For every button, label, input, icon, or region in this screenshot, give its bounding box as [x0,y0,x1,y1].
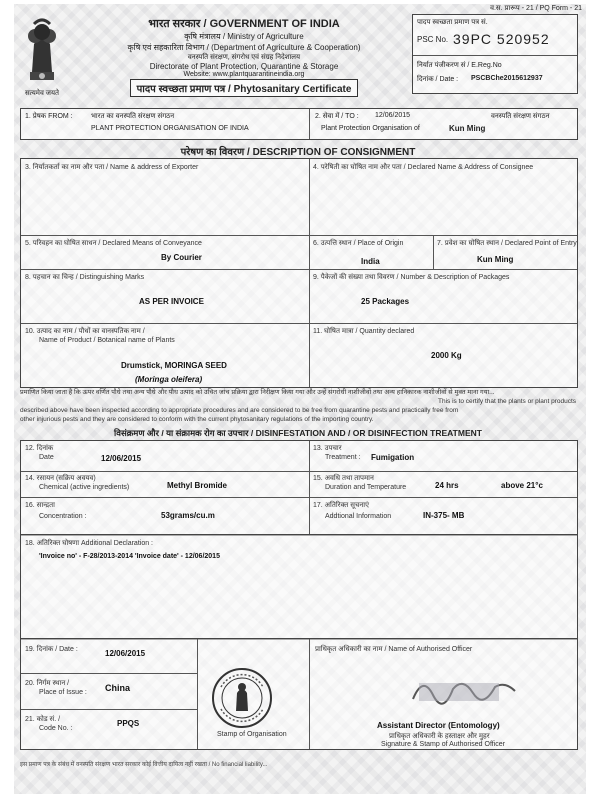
additional-info-label: 17. अतिरिक्त सूचनाएं [313,502,369,509]
from-value: PLANT PROTECTION ORGANISATION OF INDIA [91,125,249,132]
duration-label: 15. अवधि तथा तापमान [313,475,374,482]
treatment-type-value: Fumigation [371,453,415,462]
date-label: दिनांक / Date : [417,76,459,83]
origin-value: India [361,257,380,266]
conveyance-value: By Courier [161,253,202,262]
gov-title-hi: भारत सरकार / [148,18,207,30]
treatment-date-label-en: Date [39,454,54,461]
issue-date-label: 19. दिनांक / Date : [25,646,78,653]
code-value: PPQS [117,719,140,728]
certification-en-2: described above have been inspected according to appropriate procedures and are considered to be free from quarantine pests and practically free from [20,407,459,414]
place-of-issue-label-en: Place of Issue : [39,689,87,696]
marks-value: AS PER INVOICE [139,297,204,306]
concentration-label-en: Concentration : [39,513,87,520]
chemical-label: 14. रसायन (सक्रिय अवयव) [25,475,96,482]
date-value: PSCBChe2015612937 [471,75,543,82]
additional-info-label-en: Addtional Information [325,513,392,520]
from-hi: भारत का वनस्पति संरक्षण संगठन [91,113,175,120]
quantity-label: 11. घोषित मात्रा / Quantity declared [313,328,415,335]
marks-label: 8. पहचान का चिन्ह / Distinguishing Marks [25,274,145,281]
officer-signature [409,669,519,709]
directorate-hi: वनस्पति संरक्षण, संगरोध एवं संग्रह निदेशालय [187,54,301,61]
issue-date-value: 12/06/2015 [105,649,146,658]
certification-en-3: other injurious pests and they are considered to conform with the current phytosanitary regulations of the importing country. [20,416,374,423]
code-label: 21. कोड सं. / [25,716,61,723]
certification-hi: प्रमाणित किया जाता है कि ऊपर वर्णित पौधे तथा अन्य पौधे और पौध उत्पाद को उचित जांच प्रक्रिया द्वारा निरीक्षण किया गया और उन्हें संगरोधी नाशीजीवों तथा अन्य हानिकारक नाशीजीवों से मुक्त माना गया... [20,389,495,396]
additional-declaration-label: 18. अतिरिक्त घोषणा Additional Declaration : [25,540,153,547]
directorate-en: Directorate of Plant Protection, Quarantine & Storage [149,62,339,71]
product-label-en: Name of Product / Botanical name of Plants [39,337,175,344]
certificate-title: पादप स्वच्छता प्रमाण पत्र / Phytosanitary Certificate [130,79,359,97]
organisation-stamp [211,667,273,729]
packages-value: 25 Packages [361,297,410,306]
to-org: Plant Protection Organisation of [321,125,420,132]
to-hi: वनस्पति संरक्षण संगठन [491,113,550,120]
place-of-issue-value: China [105,683,131,693]
origin-label: 6. उत्पत्ति स्थान / Place of Origin [313,240,404,247]
treatment-date-label: 12. दिनांक [25,445,54,452]
to-date: 12/06/2015 [375,112,411,119]
consignment-table [20,158,578,388]
product-label: 10. उत्पाद का नाम / पौधों का वानस्पतिक नाम / [25,328,145,335]
concentration-value: 53grams/cu.m [161,511,215,520]
to-value: Kun Ming [449,124,486,133]
code-label-en: Code No. : [39,725,73,732]
treatment-table [20,440,578,536]
chemical-label-en: Chemical (active ingredients) [39,484,130,491]
product-value: Drumstick, MORINGA SEED [121,361,227,370]
psc-box [412,14,578,94]
concentration-label: 16. सान्द्रता [25,502,55,509]
header-titles [84,16,404,97]
consignee-label: 4. परेषिती का घोषित नाम और पता / Declared Name & Address of Consignee [313,164,534,171]
psc-label-hi: पादप स्वच्छता प्रमाण पत्र सं. [417,19,488,26]
consignment-heading: परेषण का विवरण / DESCRIPTION OF CONSIGNMENT [180,147,416,158]
officer-name-label: प्राधिकृत अधिकारी का नाम / Name of Authorised Officer [315,646,473,653]
emblem-caption: सत्यमेव जयते [24,90,60,97]
psc-label: PSC No. [417,35,449,44]
signature-label-en: Signature & Stamp of Authorised Officer [381,741,505,748]
additional-info-value: IN-375- MB [423,511,465,520]
stamp-label: Stamp of Organisation [217,731,287,738]
department-line: कृषि एवं सहकारिता विभाग / (Department of Agriculture & Cooperation) [127,43,361,52]
additional-declaration-value: 'Invoice no' - F-28/2013-2014 'Invoice date' - 12/06/2015 [39,553,220,560]
signature-label-hi: प्राधिकृत अधिकारी के हस्ताक्षर और मुहर [389,733,490,740]
treatment-type-label-en: Treatment : [325,454,361,461]
psc-number: 39PC 520952 [453,31,550,47]
treatment-type-label: 13. उपचार [313,445,342,452]
officer-designation: Assistant Director (Entomology) [377,721,500,730]
chemical-value: Methyl Bromide [167,481,228,490]
conveyance-label: 5. परिवहन का घोषित साधन / Declared Means of Conveyance [25,240,202,247]
duration-label-en: Duration and Temperature [325,484,407,491]
certification-text [20,388,576,424]
website: Website: www.plantquarantineindia.org [183,71,305,78]
footer-box [20,638,578,750]
certification-en-1: This is to certify that the plants or plant products [437,398,576,405]
ereg-label: निर्यात पंजीकरण सं / E.Reg.No [417,62,502,69]
from-label: 1. प्रेषक FROM : [25,113,73,120]
to-label: 2. सेवा में / TO : [315,113,359,120]
disclaimer: इस प्रमाण पत्र के संबंध में वनस्पति संरक्षण भारत सरकार कोई वित्तीय दायित्व नहीं रखता / No financial liability... [20,762,268,768]
duration-value: 24 hrs [435,481,459,490]
phytosanitary-certificate [14,4,586,794]
botanical-name: (Moringa oleifera) [135,375,203,384]
form-number: व.स. प्रारूप - 21 / PQ Form - 21 [490,5,582,12]
gov-title-en: GOVERNMENT OF INDIA [209,18,340,30]
treatment-date-value: 12/06/2015 [101,454,142,463]
entry-point-value: Kun Ming [477,255,514,264]
parties-row [20,108,578,140]
quantity-value: 2000 Kg [431,351,462,360]
emblem-logo [20,14,64,97]
packages-label: 9. पैकेजों की संख्या तथा विवरण / Number & Description of Packages [313,274,510,281]
treatment-heading: विसंक्रमण और / या संक्रामक रोग का उपचार / DISINFESTATION AND / OR DISINFECTION TREATMENT [114,428,482,438]
ministry-line: कृषि मंत्रालय / Ministry of Agriculture [184,32,304,41]
entry-point-label: 7. प्रवेश का घोषित स्थान / Declared Point of Entry [437,240,577,247]
place-of-issue-label: 20. निर्गम स्थान / [25,680,70,687]
exporter-label: 3. निर्यातकर्ता का नाम और पता / Name & address of Exporter [25,164,199,171]
additional-declaration-box [20,534,578,640]
temperature-value: above 21°c [501,481,543,490]
